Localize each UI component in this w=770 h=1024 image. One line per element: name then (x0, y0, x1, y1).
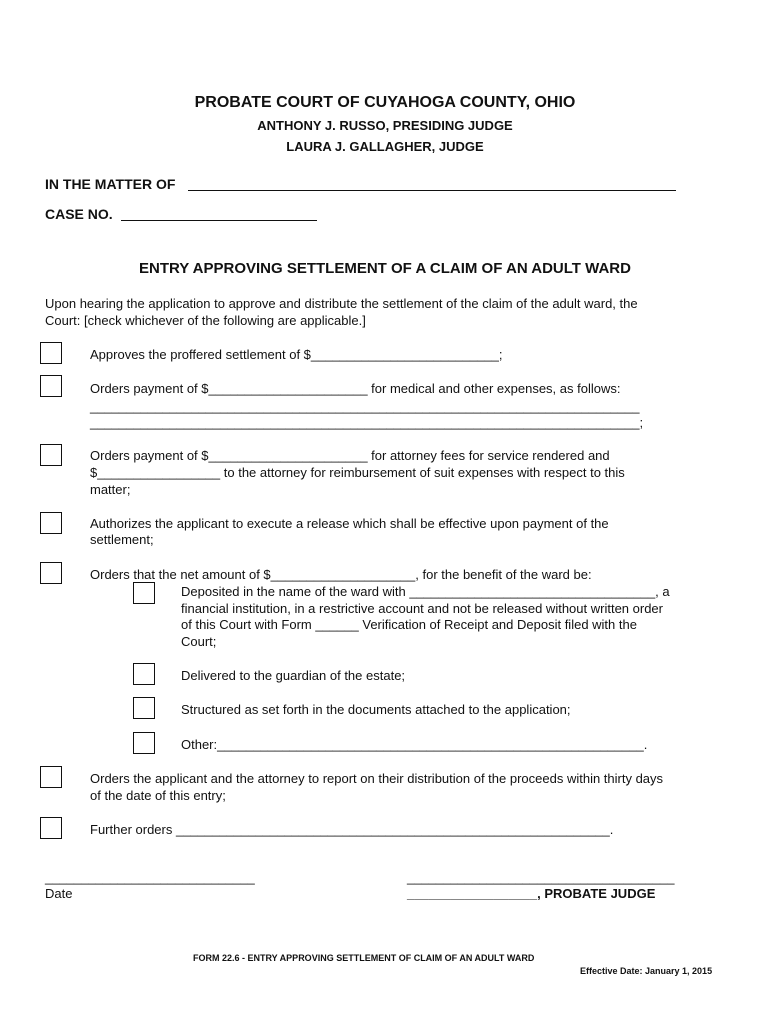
deposited-line-3: of this Court with Form ______ Verification of Receipt and Deposit filed with the (181, 617, 637, 632)
effective-date: Effective Date: January 1, 2015 (580, 966, 713, 976)
deposited-line-1: Deposited in the name of the ward with __________________________________, a (181, 584, 670, 599)
approve-settlement-checkbox[interactable] (40, 342, 62, 364)
probate-judge-label: __________________, PROBATE JUDGE (407, 886, 656, 901)
further-orders-checkbox[interactable] (40, 817, 62, 839)
deposited-checkbox[interactable] (133, 582, 155, 604)
attorney-fees-checkbox[interactable] (40, 444, 62, 466)
deposited-line-4: Court; (181, 634, 217, 649)
attorney-fees-line-1: Orders payment of $______________________ for attorney fees for service rendered and (90, 448, 610, 463)
court-title: PROBATE COURT OF CUYAHOGA COUNTY, OHIO (194, 94, 576, 111)
report-line-2: of the date of this entry; (90, 788, 226, 803)
entry-title: ENTRY APPROVING SETTLEMENT OF A CLAIM OF AN ADULT WARD (139, 260, 631, 277)
release-checkbox[interactable] (40, 512, 62, 534)
case-number-field[interactable] (121, 220, 317, 221)
medical-expenses-line-1: ____________________________________________________________________________ (90, 399, 640, 414)
intro-line-2: Court: [check whichever of the following are applicable.] (45, 313, 366, 328)
date-signature-line[interactable]: _____________________________ (45, 870, 255, 885)
release-line-1: Authorizes the applicant to execute a release which shall be effective upon payment of the (90, 516, 609, 531)
attorney-fees-line-3: matter; (90, 482, 131, 497)
judge-signature-line[interactable]: _____________________________________ (407, 870, 675, 885)
guardian-text: Delivered to the guardian of the estate; (181, 668, 406, 683)
report-checkbox[interactable] (40, 766, 62, 788)
structured-text: Structured as set forth in the documents attached to the application; (181, 702, 571, 717)
medical-expenses-line-2: ____________________________________________________________________________; (90, 415, 644, 430)
structured-checkbox[interactable] (133, 697, 155, 719)
attorney-fees-line-2: $_________________ to the attorney for reimbursement of suit expenses with respect to this (90, 465, 625, 480)
net-amount-text: Orders that the net amount of $____________________, for the benefit of the ward be: (90, 567, 592, 582)
medical-payment-checkbox[interactable] (40, 375, 62, 397)
guardian-checkbox[interactable] (133, 663, 155, 685)
net-amount-checkbox[interactable] (40, 562, 62, 584)
further-orders-text: Further orders ____________________________________________________________. (90, 822, 614, 837)
other-text: Other:___________________________________________________________. (181, 737, 648, 752)
judge-name: LAURA J. GALLAGHER, JUDGE (286, 139, 484, 154)
report-line-1: Orders the applicant and the attorney to report on their distribution of the proceeds within thirty days (90, 771, 664, 786)
release-line-2: settlement; (90, 532, 154, 547)
case-label: CASE NO. (45, 206, 113, 222)
matter-label: IN THE MATTER OF (45, 176, 176, 192)
matter-field[interactable] (188, 190, 676, 191)
other-checkbox[interactable] (133, 732, 155, 754)
form-footer: FORM 22.6 - ENTRY APPROVING SETTLEMENT OF CLAIM OF AN ADULT WARD (193, 953, 535, 963)
presiding-judge: ANTHONY J. RUSSO, PRESIDING JUDGE (257, 118, 513, 133)
medical-payment-text: Orders payment of $______________________ for medical and other expenses, as follows: (90, 381, 621, 396)
deposited-line-2: financial institution, in a restrictive account and not be released without written order (181, 601, 663, 616)
date-label: Date (45, 886, 73, 901)
intro-line-1: Upon hearing the application to approve and distribute the settlement of the claim of the adult ward, the (45, 296, 638, 311)
approve-settlement-text: Approves the proffered settlement of $__________________________; (90, 347, 503, 362)
